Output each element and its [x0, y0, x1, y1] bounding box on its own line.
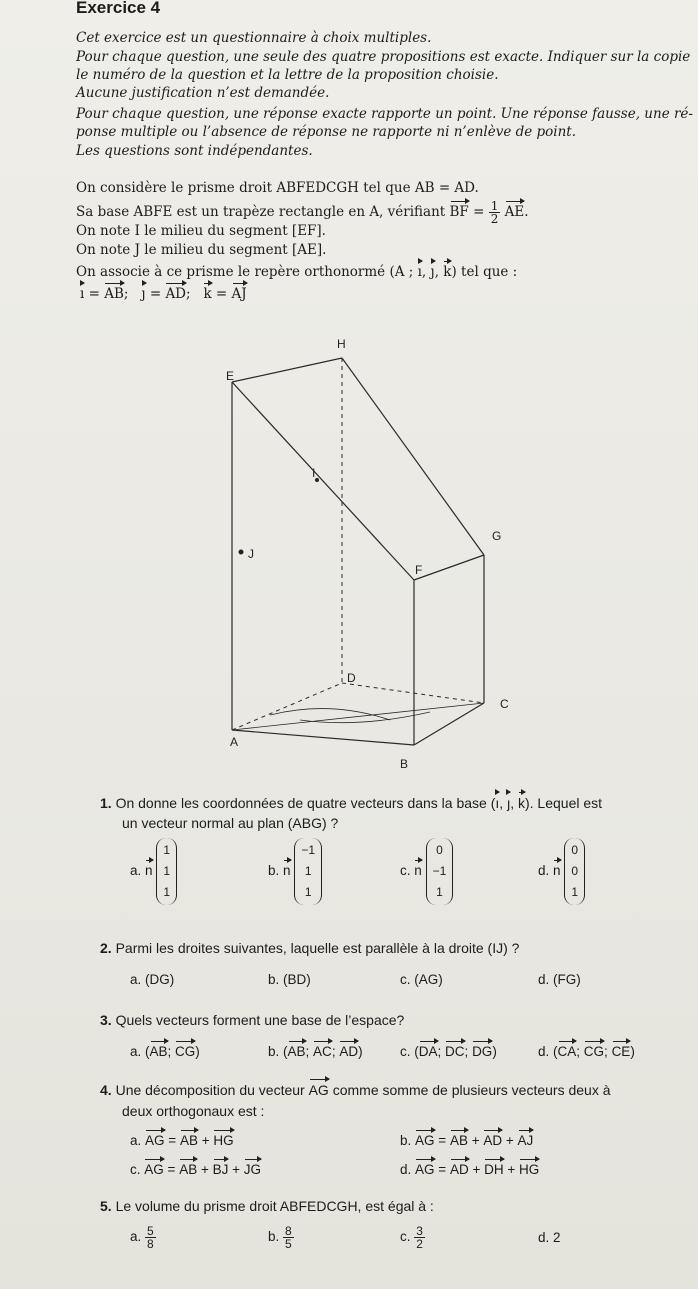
question-3-text: 3. Quels vecteurs forment une base de l’espace? — [100, 1012, 405, 1028]
setup-basis-definitions: ı = AB; ȷ = AD; k = AJ — [80, 286, 247, 302]
label-F: F — [415, 563, 423, 577]
label-D: D — [347, 671, 356, 685]
question-5-text: 5. Le volume du prisme droit ABFEDCGH, est égal à : — [100, 1198, 434, 1214]
setup-line-5: On associe à ce prisme le repère orthonormé (A ; ı, ȷ, k) tel que : — [76, 264, 518, 280]
setup-line-3: On note I le milieu du segment [EF]. — [76, 223, 326, 239]
q1-option-c[interactable]: c. n 0 −1 1 — [400, 838, 453, 905]
intro-line-7: Les questions sont indépendantes. — [76, 143, 313, 159]
setup-line-4: On note J le milieu du segment [AE]. — [76, 242, 327, 258]
q5-option-d[interactable]: d. 2 — [538, 1230, 561, 1245]
label-I: I — [312, 466, 316, 480]
q4-option-d[interactable]: d. AG = AD + DH + HG — [400, 1162, 540, 1177]
label-C: C — [500, 697, 509, 711]
label-A: A — [230, 735, 239, 749]
question-1-text: 1. On donne les coordonnées de quatre vecteurs dans la base (ı, ȷ, k). Lequel est — [100, 795, 603, 811]
base-arc-2 — [300, 712, 430, 723]
exercise-title: Exercice 4 — [76, 0, 161, 17]
label-E: E — [226, 369, 235, 383]
label-J: J — [248, 547, 254, 561]
edge-AB — [232, 730, 414, 745]
intro-line-3: le numéro de la question et la lettre de la proposition choisie. — [76, 67, 499, 83]
edge-AD — [232, 683, 342, 730]
setup-line-2: Sa base ABFE est un trapèze rectangle en A, vérifiant BF = $\frac{1}{2}$ AE. — [76, 199, 529, 226]
question-2-text: 2. Parmi les droites suivantes, laquelle est parallèle à la droite (IJ) ? — [100, 940, 520, 956]
edge-DC — [342, 683, 484, 703]
edge-EF — [232, 382, 414, 580]
intro-line-1: Cet exercice est un questionnaire à choix multiples. — [76, 30, 432, 46]
q4-option-b[interactable]: b. AG = AB + AD + AJ — [400, 1133, 534, 1148]
q4-option-c[interactable]: c. AG = AB + BJ + JG — [130, 1162, 262, 1177]
point-J — [239, 550, 244, 555]
q1-option-d[interactable]: d. n 0 0 1 — [538, 838, 585, 905]
q2-option-d[interactable]: d. (FG) — [538, 972, 581, 987]
intro-line-6: ponse multiple ou l’absence de réponse ne rapporte ni n’enlève de point. — [76, 124, 577, 140]
base-arc-1 — [270, 709, 390, 720]
q3-option-c[interactable]: c. (DA; DC; DG) — [400, 1044, 497, 1059]
label-H: H — [337, 337, 346, 351]
intro-line-4: Aucune justification n’est demandée. — [76, 85, 330, 101]
question-4-text-line2: deux orthogonaux est : — [122, 1103, 265, 1119]
q1-option-a[interactable]: a. n 1 1 1 — [130, 838, 177, 905]
q5-option-c[interactable]: c. $\frac{3}{2}$ — [400, 1224, 423, 1251]
label-G: G — [492, 529, 502, 543]
q3-option-b[interactable]: b. (AB; AC; AD) — [268, 1044, 363, 1059]
edge-EH — [232, 358, 342, 382]
label-B: B — [400, 757, 409, 771]
question-4-text: 4. Une décomposition du vecteur AG comme somme de plusieurs vecteurs deux à — [100, 1082, 611, 1098]
q4-option-a[interactable]: a. AG = AB + HG — [130, 1133, 234, 1148]
q2-option-c[interactable]: c. (AG) — [400, 972, 443, 987]
question-1-text-line2: un vecteur normal au plan (ABG) ? — [122, 815, 339, 831]
q2-option-b[interactable]: b. (BD) — [268, 972, 311, 987]
q3-option-a[interactable]: a. (AB; CG) — [130, 1044, 200, 1059]
q2-option-a[interactable]: a. (DG) — [130, 972, 175, 987]
q5-option-b[interactable]: b. $\frac{8}{5}$ — [268, 1224, 292, 1251]
q5-option-a[interactable]: a. $\frac{5}{8}$ — [130, 1224, 154, 1251]
edge-FG — [414, 555, 484, 580]
intro-line-5: Pour chaque question, une réponse exacte rapporte un point. Une réponse fausse, une ré- — [76, 106, 693, 122]
point-I — [315, 478, 319, 482]
intro-line-2: Pour chaque question, une seule des quatre propositions est exacte. Indiquer sur la copie — [76, 49, 691, 65]
setup-line-1: On considère le prisme droit ABFEDCGH tel que AB = AD. — [76, 180, 479, 196]
q1-option-b[interactable]: b. n −1 1 1 — [268, 838, 322, 905]
q3-option-d[interactable]: d. (CA; CG; CE) — [538, 1044, 635, 1059]
